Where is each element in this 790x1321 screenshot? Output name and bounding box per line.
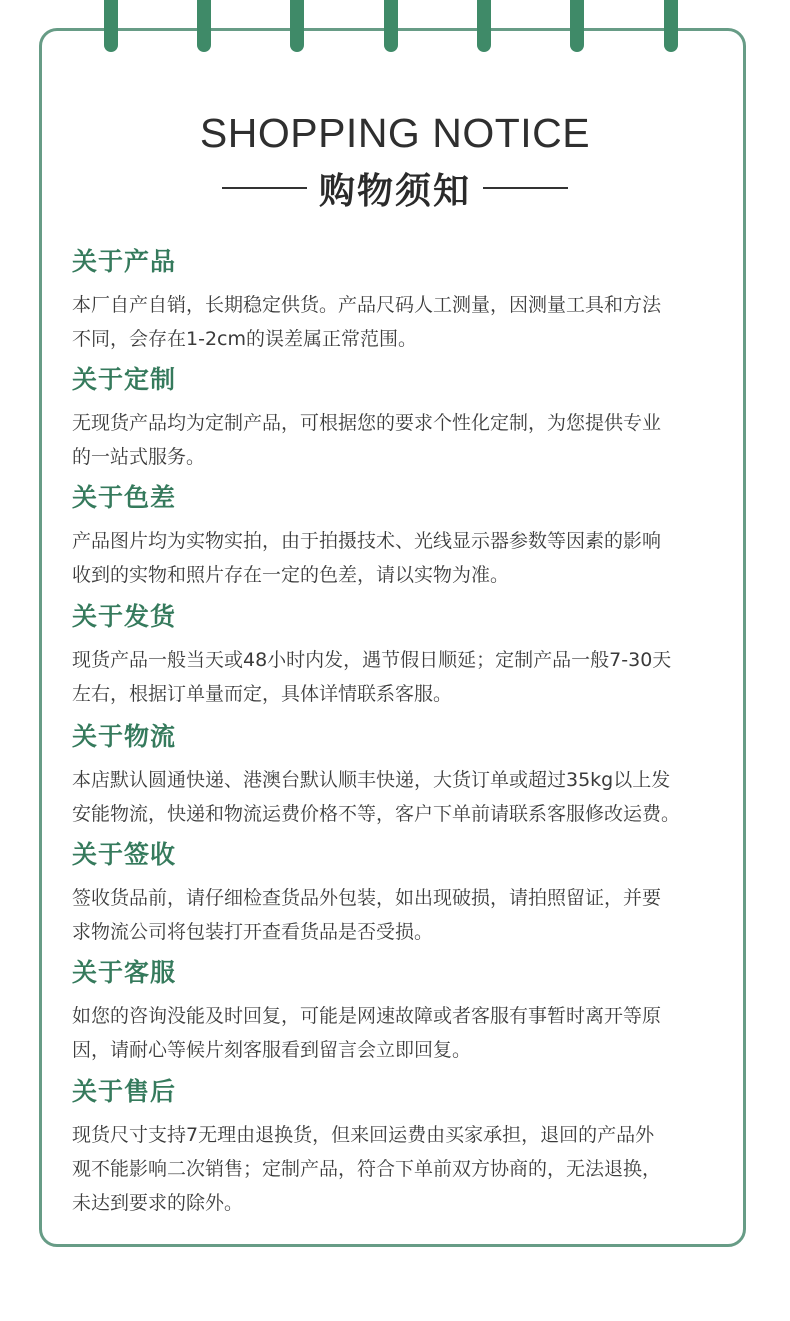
- binder-ring: [197, 0, 211, 58]
- section-product: [72, 244, 742, 356]
- section-heading: 关于定制: [72, 365, 177, 394]
- section-text-line: 观不能影响二次销售；定制产品，符合下单前双方协商的，无法退换，: [72, 1158, 662, 1180]
- section-text-line: 的一站式服务。: [72, 446, 206, 468]
- section-text-line: 签收货品前，请仔细检查货品外包装，如出现破损，请拍照留证，并要: [72, 887, 662, 909]
- page-title-en: SHOPPING NOTICE: [199, 110, 591, 156]
- section-text-line: 无现货产品均为定制产品，可根据您的要求个性化定制，为您提供专业: [72, 412, 662, 434]
- section-text-line: 未达到要求的除外。: [72, 1192, 244, 1214]
- binder-ring: [384, 0, 398, 58]
- section-body: [72, 406, 742, 474]
- section-heading: 关于产品: [72, 247, 177, 276]
- binder-ring: [664, 0, 678, 58]
- section-body: [72, 1118, 742, 1220]
- binder-ring: [570, 0, 584, 58]
- section-text-line: 不同，会存在1-2cm的误差属正常范围。: [72, 328, 417, 350]
- section-body: [72, 999, 742, 1067]
- section-logistics: [72, 719, 742, 831]
- section-body: [72, 524, 742, 592]
- section-heading: 关于色差: [72, 483, 177, 512]
- section-after-sales: [72, 1074, 742, 1220]
- section-text-line: 安能物流，快递和物流运费价格不等，客户下单前请联系客服修改运费。: [72, 803, 681, 825]
- section-body: [72, 881, 742, 949]
- title-divider-left: [222, 187, 307, 189]
- section-body: [72, 288, 742, 356]
- section-color-difference: [72, 480, 742, 592]
- title-divider-right: [483, 187, 568, 189]
- section-text-line: 产品图片均为实物实拍，由于拍摄技术、光线显示器参数等因素的影响: [72, 530, 662, 552]
- section-text-line: 本厂自产自销，长期稳定供货。产品尺码人工测量，因测量工具和方法: [72, 294, 662, 316]
- binder-ring: [477, 0, 491, 58]
- section-text-line: 现货尺寸支持7无理由退换货，但来回运费由买家承担，退回的产品外: [72, 1124, 655, 1146]
- section-text-line: 本店默认圆通快递、港澳台默认顺丰快递，大货订单或超过35kg以上发: [72, 769, 671, 791]
- section-heading: 关于物流: [72, 722, 177, 751]
- section-body: [72, 763, 742, 831]
- section-customer-service: [72, 955, 742, 1067]
- section-text-line: 收到的实物和照片存在一定的色差，请以实物为准。: [72, 564, 510, 586]
- section-heading: 关于售后: [72, 1077, 177, 1106]
- section-text-line: 求物流公司将包装打开查看货品是否受损。: [72, 921, 434, 943]
- section-custom: [72, 362, 742, 474]
- section-body: [72, 643, 742, 711]
- section-shipping: [72, 599, 742, 711]
- section-heading: 关于客服: [72, 958, 177, 987]
- section-receipt: [72, 837, 742, 949]
- binder-ring: [290, 0, 304, 58]
- section-heading: 关于发货: [72, 602, 177, 631]
- section-text-line: 如您的咨询没能及时回复，可能是网速故障或者客服有事暂时离开等原: [72, 1005, 662, 1027]
- section-text-line: 现货产品一般当天或48小时内发，遇节假日顺延；定制产品一般7-30天: [72, 649, 672, 671]
- section-text-line: 左右，根据订单量而定，具体详情联系客服。: [72, 683, 453, 705]
- section-text-line: 因，请耐心等候片刻客服看到留言会立即回复。: [72, 1039, 472, 1061]
- section-heading: 关于签收: [72, 840, 177, 869]
- page-title-cn: 购物须知: [318, 169, 471, 212]
- binder-ring: [104, 0, 118, 58]
- page-title-cn-row: [0, 162, 790, 214]
